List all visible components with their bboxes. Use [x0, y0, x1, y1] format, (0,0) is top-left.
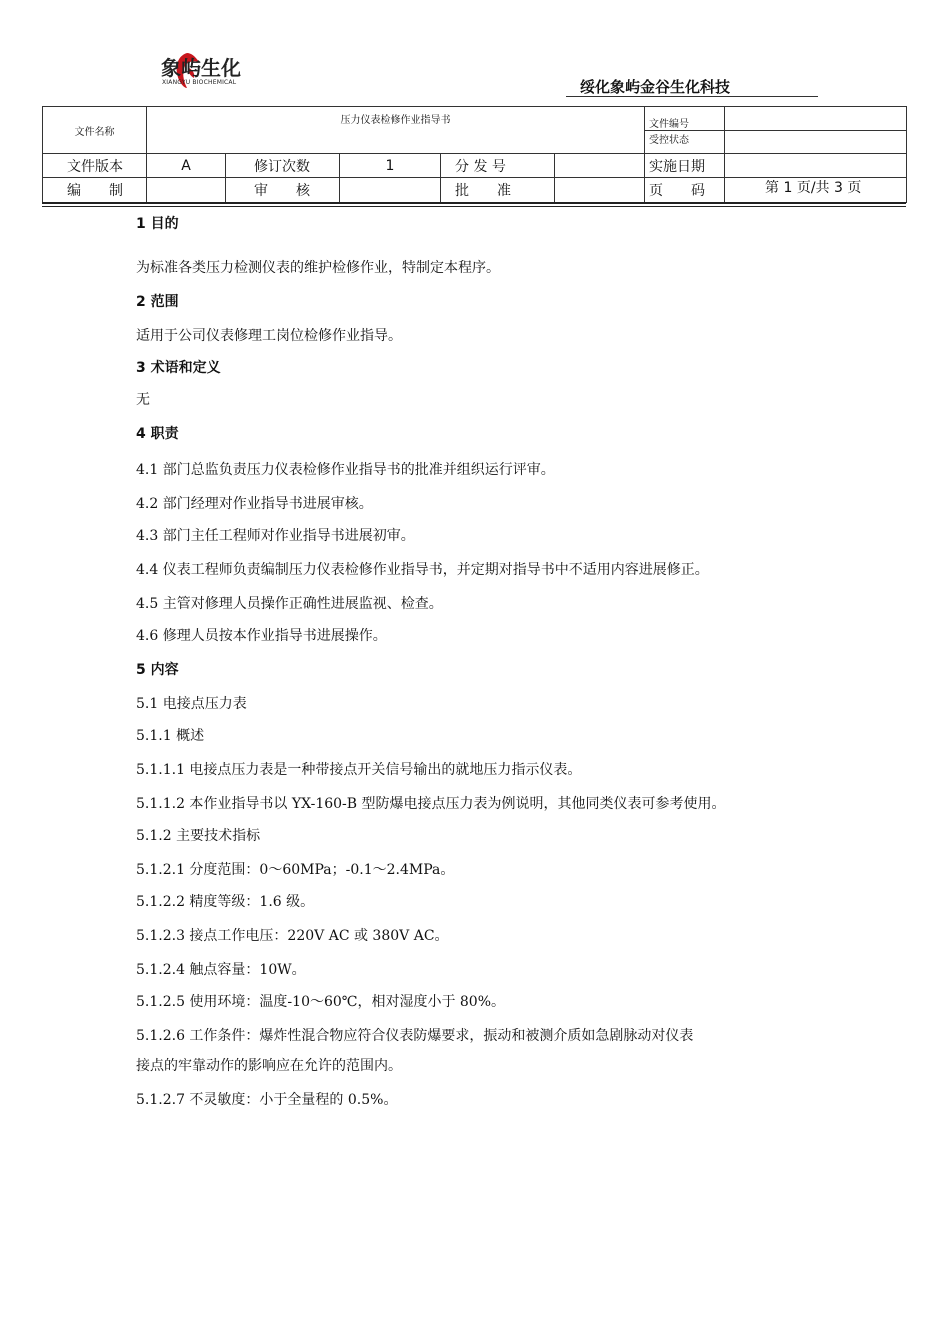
body-paragraph: 为标准各类压力检测仪表的维护检修作业，特制定本程序。 — [136, 260, 500, 276]
body-paragraph: 5.1.1.1 电接点压力表是一种带接点开关信号输出的就地压力指示仪表。 — [136, 762, 582, 778]
version-label: 文件版本 — [43, 154, 147, 178]
body-paragraph: 5.1.2 主要技术指标 — [136, 828, 261, 844]
body-paragraph: 4.1 部门总监负责压力仪表检修作业指导书的批准并组织运行评审。 — [136, 462, 555, 478]
logo-text: 象屿生化 — [161, 56, 241, 80]
distribution-label: 分 发 号 — [441, 154, 555, 178]
body-paragraph: 适用于公司仪表修理工岗位检修作业指导。 — [136, 328, 402, 344]
section-heading: 4 职责 — [136, 426, 179, 442]
company-underline — [566, 96, 818, 97]
body-paragraph: 5.1.2.2 精度等级：1.6 级。 — [136, 894, 315, 910]
section-heading: 3 术语和定义 — [136, 360, 221, 376]
body-paragraph: 5.1 电接点压力表 — [136, 696, 247, 712]
body-paragraph: 4.3 部门主任工程师对作业指导书进展初审。 — [136, 528, 415, 544]
section-heading: 5 内容 — [136, 662, 179, 678]
prepared-label: 编 制 — [43, 178, 147, 203]
body-paragraph: 5.1.2.1 分度范围：0～60MPa；-0.1～2.4MPa。 — [136, 862, 455, 878]
body-paragraph: 5.1.2.5 使用环境：温度-10～60℃，相对湿度小于 80%。 — [136, 994, 506, 1010]
effective-date-label: 实施日期 — [645, 154, 725, 178]
body-paragraph: 4.6 修理人员按本作业指导书进展操作。 — [136, 628, 387, 644]
body-paragraph: 4.4 仪表工程师负责编制压力仪表检修作业指导书，并定期对指导书中不适用内容进展修正。 — [136, 562, 709, 578]
prepared-value — [147, 178, 226, 203]
file-no-label: 文件编号 — [645, 107, 725, 131]
reviewed-label: 审 核 — [226, 178, 340, 203]
file-no-value — [725, 107, 907, 131]
revision-value: 1 — [340, 154, 441, 178]
file-name-label: 文件名称 — [43, 107, 147, 154]
approved-label: 批 准 — [441, 178, 555, 203]
body-paragraph: 5.1.1.2 本作业指导书以 YX-160-B 型防爆电接点压力表为例说明，其他同类仪表可参考使用。 — [136, 796, 726, 812]
logo-subtext: XIANGYU BIOCHEMICAL — [162, 79, 237, 86]
version-value: A — [147, 154, 226, 178]
header-rule-thin — [42, 206, 906, 207]
company-name: 绥化象屿金谷生化科技 — [580, 78, 731, 96]
body-paragraph: 5.1.2.4 触点容量：10W。 — [136, 962, 306, 978]
body-paragraph: 5.1.1 概述 — [136, 728, 205, 744]
control-status-value — [725, 131, 907, 154]
body-paragraph: 5.1.2.3 接点工作电压：220V AC 或 380V AC。 — [136, 928, 449, 944]
body-paragraph: 无 — [136, 392, 150, 408]
document-header-table — [42, 106, 907, 203]
page-label: 页 码 — [645, 178, 725, 203]
body-paragraph: 4.2 部门经理对作业指导书进展审核。 — [136, 496, 373, 512]
control-status-label: 受控状态 — [645, 131, 725, 154]
body-paragraph: 5.1.2.7 不灵敏度：小于全量程的 0.5%。 — [136, 1092, 398, 1108]
section-heading: 2 范围 — [136, 294, 179, 310]
reviewed-value — [340, 178, 441, 203]
section-heading: 1 目的 — [136, 216, 179, 232]
effective-date-value — [725, 154, 907, 178]
body-paragraph: 4.5 主管对修理人员操作正确性进展监视、检查。 — [136, 596, 443, 612]
revision-label: 修订次数 — [226, 154, 340, 178]
body-paragraph: 5.1.2.6 工作条件：爆炸性混合物应符合仪表防爆要求，振动和被测介质如急剧脉动对仪表 — [136, 1028, 694, 1044]
file-name-value: 压力仪表检修作业指导书 — [147, 107, 645, 154]
approved-value — [555, 178, 645, 203]
page-value: 第 1 页/共 3 页 — [725, 178, 907, 203]
distribution-value — [555, 154, 645, 178]
body-paragraph: 接点的牢靠动作的影响应在允许的范围内。 — [136, 1058, 402, 1074]
header-rule-thick — [42, 202, 906, 204]
